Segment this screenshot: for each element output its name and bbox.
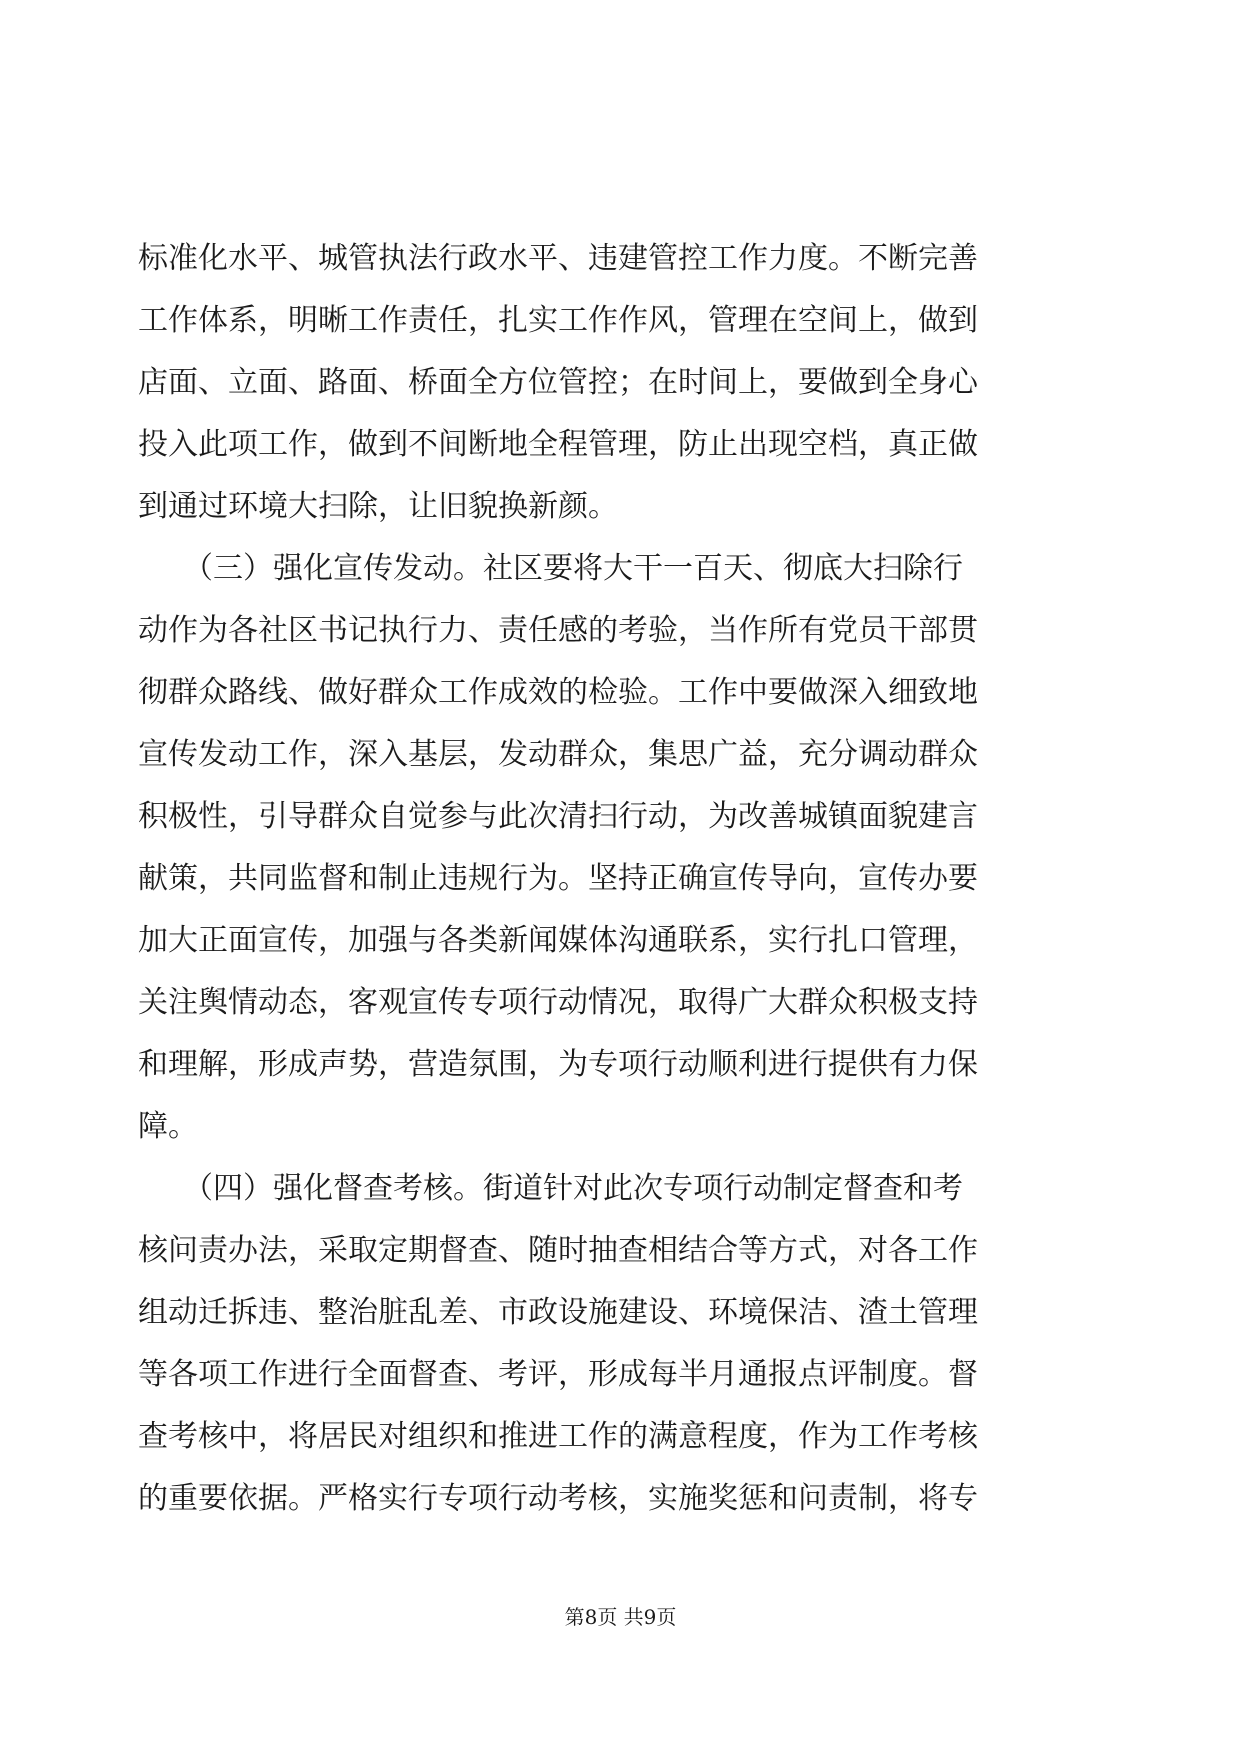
text-line: 投入此项工作，做到不间断地全程管理，防止出现空档，真正做 <box>138 427 978 462</box>
text-line: 核问责办法，采取定期督查、随时抽查相结合等方式，对各工作 <box>138 1233 978 1268</box>
text-line: 关注舆情动态，客观宣传专项行动情况，取得广大群众积极支持 <box>138 985 978 1020</box>
text-line: 的重要依据。严格实行专项行动考核，实施奖惩和问责制，将专 <box>138 1481 978 1516</box>
text-line: 加大正面宣传，加强与各类新闻媒体沟通联系，实行扎口管理， <box>138 923 978 958</box>
text-line: 查考核中，将居民对组织和推进工作的满意程度，作为工作考核 <box>138 1419 978 1454</box>
text-line: 积极性，引导群众自觉参与此次清扫行动，为改善城镇面貌建言 <box>138 799 978 834</box>
text-line: （三）强化宣传发动。社区要将大干一百天、彻底大扫除行 <box>138 551 963 586</box>
text-line: 宣传发动工作，深入基层，发动群众，集思广益，充分调动群众 <box>138 737 978 772</box>
body-text <box>138 228 1102 1530</box>
page-footer <box>0 1604 1241 1630</box>
text-line: 献策，共同监督和制止违规行为。坚持正确宣传导向，宣传办要 <box>138 861 978 896</box>
text-line: 等各项工作进行全面督查、考评，形成每半月通报点评制度。督 <box>138 1357 978 1392</box>
text-line: 和理解，形成声势，营造氛围，为专项行动顺利进行提供有力保 <box>138 1047 978 1082</box>
text-line: 障。 <box>138 1109 198 1144</box>
text-line: 到通过环境大扫除，让旧貌换新颜。 <box>138 489 618 524</box>
text-line: 彻群众路线、做好群众工作成效的检验。工作中要做深入细致地 <box>138 675 978 710</box>
text-line: （四）强化督查考核。街道针对此次专项行动制定督查和考 <box>138 1171 963 1206</box>
text-line: 动作为各社区书记执行力、责任感的考验，当作所有党员干部贯 <box>138 613 978 648</box>
text-line: 工作体系，明晰工作责任，扎实工作作风，管理在空间上，做到 <box>138 303 978 338</box>
page-number: 第8页 共9页 <box>564 1605 677 1629</box>
text-line: 标准化水平、城管执法行政水平、违建管控工作力度。不断完善 <box>138 241 978 276</box>
text-line: 店面、立面、路面、桥面全方位管控；在时间上，要做到全身心 <box>138 365 978 400</box>
text-line: 组动迁拆违、整治脏乱差、市政设施建设、环境保洁、渣土管理 <box>138 1295 978 1330</box>
